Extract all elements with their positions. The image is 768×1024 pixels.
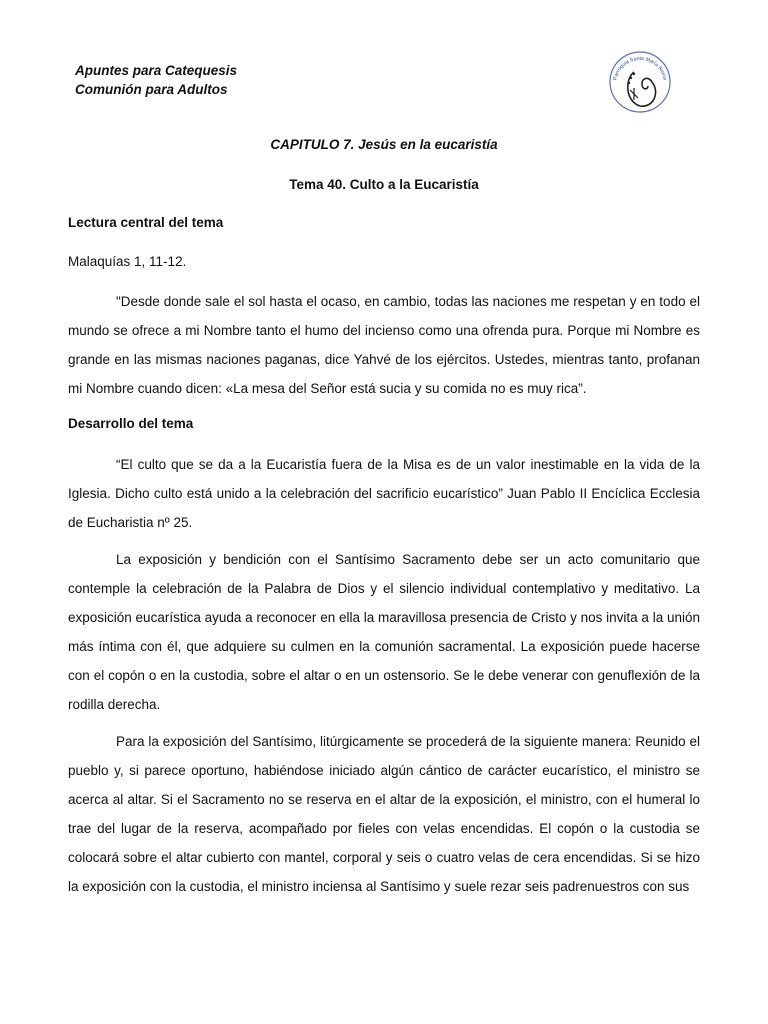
scripture-quote: "Desde donde sale el sol hasta el ocaso, en cambio, todas las naciones me respetan y en todo el mundo se ofrece a mi Nombre tanto el humo del incienso como una ofrenda pura. Porque mi Nombre es grande en las mismas naciones paganas, dice Yahvé de los ejércitos. Ustedes, mientras tanto, profanan mi Nombre cuando dicen: «La mesa del Señor está sucia y su comida no es muy rica”. bbox=[68, 294, 700, 396]
development-paragraph-1: “El culto que se da a la Eucaristía fuera de la Misa es de un valor inestimable en la vida de la Iglesia. Dicho culto está unido a la celebración del sacrificio eucarístico” Juan Pablo II Encíclica Ecclesia de Eucharistia nº 25. bbox=[68, 457, 700, 530]
development-paragraph-3: Para la exposición del Santísimo, litúrgicamente se procederá de la siguiente manera: Reunido el pueblo y, si parece oportuno, habiéndose iniciado algún cántico de carácter eucarístico, el ministro se acerca al altar. Si el Sacramento no se reserva en el altar de la exposición, el ministro, con el humeral lo trae del lugar de la reserva, acompañado por fieles con velas encendidas. El copón o la custodia se colocará sobre el altar cubierto con mantel, corporal y seis o cuatro velas de cera encendidas. Si se hizo la exposición con la custodia, el ministro inciensa al Santísimo y suele rezar seis padrenuestros con sus bbox=[68, 734, 700, 894]
header-line-comunion: Comunión para Adultos bbox=[75, 82, 228, 97]
topic-title: Tema 40. Culto a la Eucaristía bbox=[289, 177, 479, 192]
svg-text:Parroquia Santa María Reina: Parroquia Santa María Reina bbox=[612, 55, 668, 81]
document-header bbox=[75, 61, 237, 99]
parish-logo bbox=[604, 44, 676, 116]
header-line-catequesis: Apuntes para Catequesis bbox=[75, 63, 238, 78]
reading-heading: Lectura central del tema bbox=[68, 215, 224, 230]
scripture-reference: Malaquías 1, 11-12. bbox=[68, 254, 187, 269]
development-heading: Desarrollo del tema bbox=[68, 416, 194, 431]
development-paragraph-2: La exposición y bendición con el Santísimo Sacramento debe ser un acto comunitario que contemple la celebración de la Palabra de Dios y el silencio individual contemplativo y meditativo. La exposición eucarística ayuda a reconocer en ella la maravillosa presencia de Cristo y nos invita a la unión más íntima con él, que adquiere su culmen en la comunión sacramental. La exposición puede hacerse con el copón o en la custodia, sobre el altar o en un ostensorio. Se le debe venerar con genuflexión de la rodilla derecha. bbox=[68, 552, 700, 712]
chapter-title: CAPITULO 7. Jesús en la eucaristía bbox=[270, 137, 498, 152]
